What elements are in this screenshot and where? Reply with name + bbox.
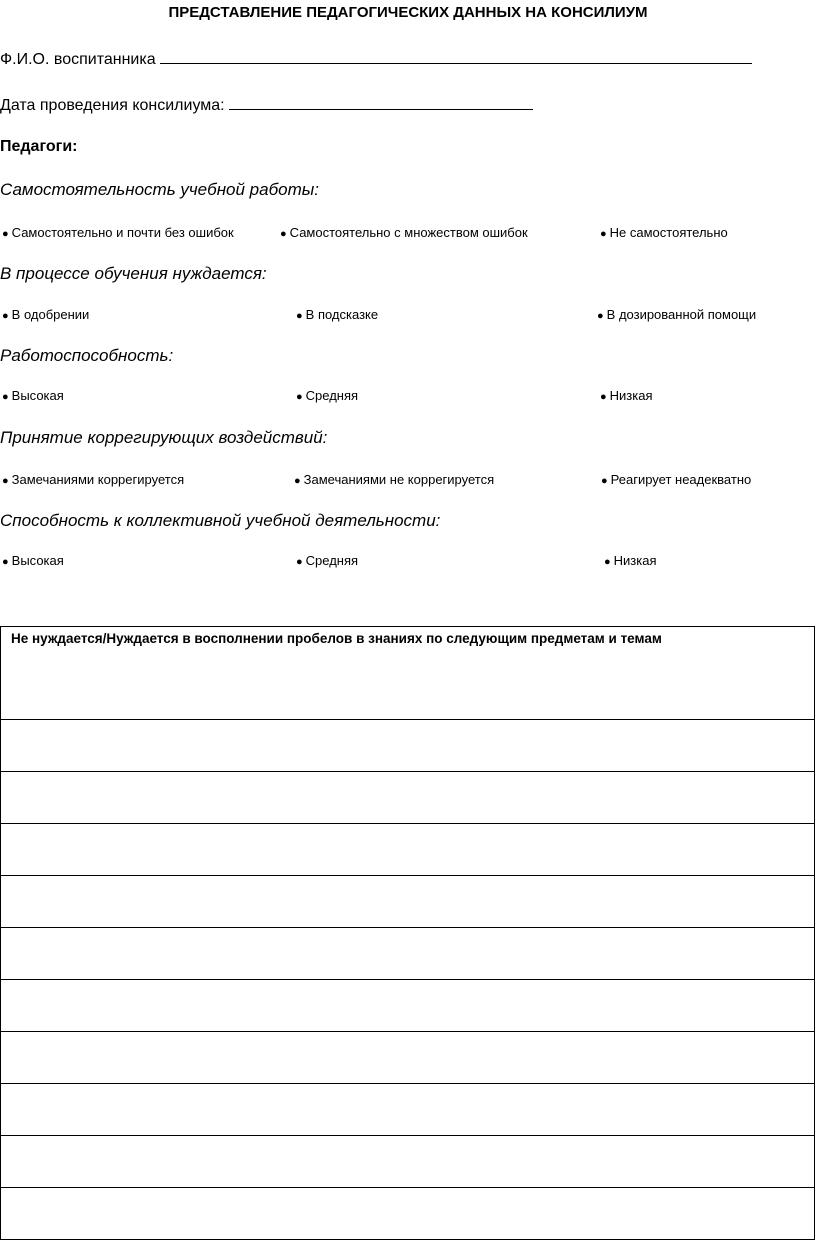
fio-label: Ф.И.О. воспитанника — [0, 51, 156, 68]
table-row — [1, 1084, 815, 1136]
table-header-row — [1, 627, 815, 720]
bullet-icon: ● — [296, 310, 303, 322]
bullet-icon: ● — [294, 475, 301, 487]
table-row — [1, 1032, 815, 1084]
table-row — [1, 720, 815, 772]
section-title: Способность к коллективной учебной деятельности: — [0, 511, 441, 530]
table-cell[interactable] — [1, 876, 815, 928]
bullet-icon: ● — [600, 391, 607, 403]
fio-field[interactable] — [0, 48, 752, 69]
table-cell[interactable] — [1, 1136, 815, 1188]
option-item[interactable]: ● В дозированной помощи — [597, 307, 757, 322]
section-title: Самостоятельность учебной работы: — [0, 180, 319, 199]
option-item[interactable]: ● Не самостоятельно — [600, 225, 728, 240]
table-cell[interactable] — [1, 1084, 815, 1136]
option-item[interactable]: ● Реагирует неадекватно — [601, 472, 752, 487]
bullet-icon: ● — [2, 391, 9, 403]
option-item[interactable]: ● Замечаниями не коррегируется — [294, 472, 495, 487]
option-item[interactable]: ● Средняя — [296, 553, 359, 568]
option-item[interactable]: ● Низкая — [604, 553, 657, 568]
table-cell[interactable] — [1, 772, 815, 824]
table-row — [1, 876, 815, 928]
section-title: Принятие коррегирующих воздействий: — [0, 428, 328, 447]
table-row — [1, 772, 815, 824]
option-item[interactable]: ● Самостоятельно и почти без ошибок — [2, 225, 234, 240]
option-item[interactable]: ● Низкая — [600, 388, 653, 403]
teachers-label: Педагоги: — [0, 138, 78, 155]
bullet-icon: ● — [2, 310, 9, 322]
option-item[interactable]: ● Замечаниями коррегируется — [2, 472, 185, 487]
fio-input-line[interactable] — [160, 48, 752, 64]
section-title: В процессе обучения нуждается: — [0, 264, 267, 283]
bullet-icon: ● — [600, 228, 607, 240]
table-cell[interactable] — [1, 1188, 815, 1240]
table-cell[interactable] — [1, 928, 815, 980]
option-item[interactable]: ● Высокая — [2, 388, 64, 403]
table-cell[interactable] — [1, 824, 815, 876]
table-row — [1, 980, 815, 1032]
option-item[interactable]: ● Высокая — [2, 553, 64, 568]
bullet-icon: ● — [2, 556, 9, 568]
date-label: Дата проведения консилиума: — [0, 97, 225, 114]
table-header-cell: Не нуждается/Нуждается в восполнении пробелов в знаниях по следующим предметам и темам — [1, 627, 815, 720]
section-title: Работоспособность: — [0, 346, 174, 365]
table-row — [1, 1136, 815, 1188]
bullet-icon: ● — [296, 556, 303, 568]
table-row — [1, 928, 815, 980]
knowledge-gaps-table — [0, 626, 815, 1240]
bullet-icon: ● — [280, 228, 287, 240]
bullet-icon: ● — [296, 391, 303, 403]
page-title: ПРЕДСТАВЛЕНИЕ ПЕДАГОГИЧЕСКИХ ДАННЫХ НА КОНСИЛИУМ — [168, 4, 648, 21]
bullet-icon: ● — [604, 556, 611, 568]
table-cell[interactable] — [1, 980, 815, 1032]
table-row — [1, 824, 815, 876]
option-item[interactable]: ● В подсказке — [296, 307, 379, 322]
table-row — [1, 1188, 815, 1240]
date-field[interactable] — [0, 94, 533, 115]
table-cell[interactable] — [1, 1032, 815, 1084]
option-item[interactable]: ● В одобрении — [2, 307, 90, 322]
table-cell[interactable] — [1, 720, 815, 772]
option-item[interactable]: ● Средняя — [296, 388, 359, 403]
bullet-icon: ● — [597, 310, 604, 322]
bullet-icon: ● — [2, 475, 9, 487]
option-item[interactable]: ● Самостоятельно с множеством ошибок — [280, 225, 528, 240]
bullet-icon: ● — [601, 475, 608, 487]
date-input-line[interactable] — [229, 94, 533, 110]
bullet-icon: ● — [2, 228, 9, 240]
